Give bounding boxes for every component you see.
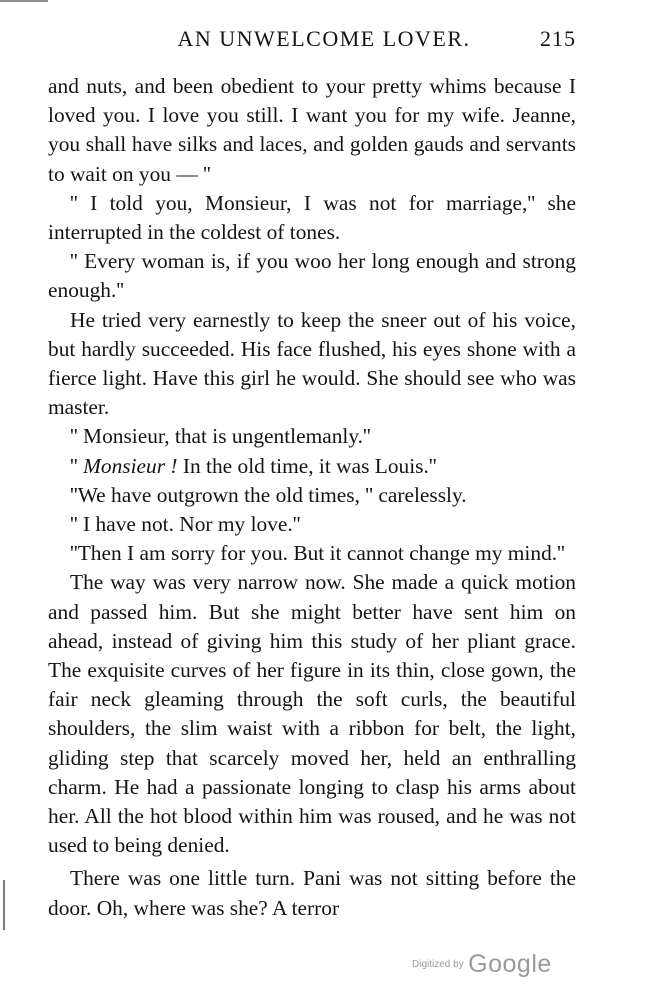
margin-mark [3, 880, 5, 930]
paragraph-11: There was one little turn. Pani was not sitting before the door. Oh, where was she? A terror [48, 866, 576, 920]
paragraph-2: '' I told you, Monsieur, I was not for marriage,'' she interrupted in the coldest of tones. [48, 190, 576, 245]
paragraph-7: ''We have outgrown the old times, '' carelessly. [70, 482, 467, 507]
paragraph-6-rest: In the old time, it was Louis.'' [177, 453, 437, 478]
running-head: AN UNWELCOME LOVER. [177, 26, 471, 51]
paragraph-6 [48, 452, 576, 481]
paragraph-6-italic: Monsieur ! [83, 453, 178, 478]
paragraph-4: He tried very earnestly to keep the sneer out of his voice, but hardly succeeded. His face flushed, his eyes shone with a fierce light. Have this girl he would. She should see who was master. [48, 307, 576, 420]
paragraph-5: '' Monsieur, that is ungentlemanly.'' [70, 424, 371, 449]
page-header [48, 26, 576, 66]
paragraph-1: and nuts, and been obedient to your pretty whims because I loved you. I love you still. I want you for my wife. Jeanne, you shall have silks and laces, and golden gauds and servants to wait on you — '' [48, 74, 576, 186]
paragraph-3: '' Every woman is, if you woo her long enough and strong enough.'' [48, 249, 576, 303]
paragraph-10: The way was very narrow now. She made a quick motion and passed him. But she might better have sent him on ahead, instead of giving him this study of her pliant grace. The exquisite curves of her figure in its thin, close gown, the fair neck gleaming through the soft curls, the beautiful shoulders, the slim waist with a ribbon for belt, the light, gliding step that scarcely moved her, held an enthralling charm. He had a passionate longing to clasp his arms about her. All the hot blood within him was roused, and he was not used to being denied. [48, 570, 576, 858]
paragraph-9: ''Then I am sorry for you. But it cannot change my mind.'' [70, 541, 565, 566]
page-number: 215 [540, 26, 576, 51]
paragraph-6-lead: '' [70, 453, 84, 478]
watermark-prefix: Digitized by [412, 959, 464, 970]
paragraph-8: '' I have not. Nor my love.'' [70, 512, 301, 537]
scan-corner-mark [0, 0, 48, 10]
google-logo: Google [468, 950, 552, 978]
digitized-watermark [412, 950, 552, 979]
body-text [48, 72, 576, 923]
